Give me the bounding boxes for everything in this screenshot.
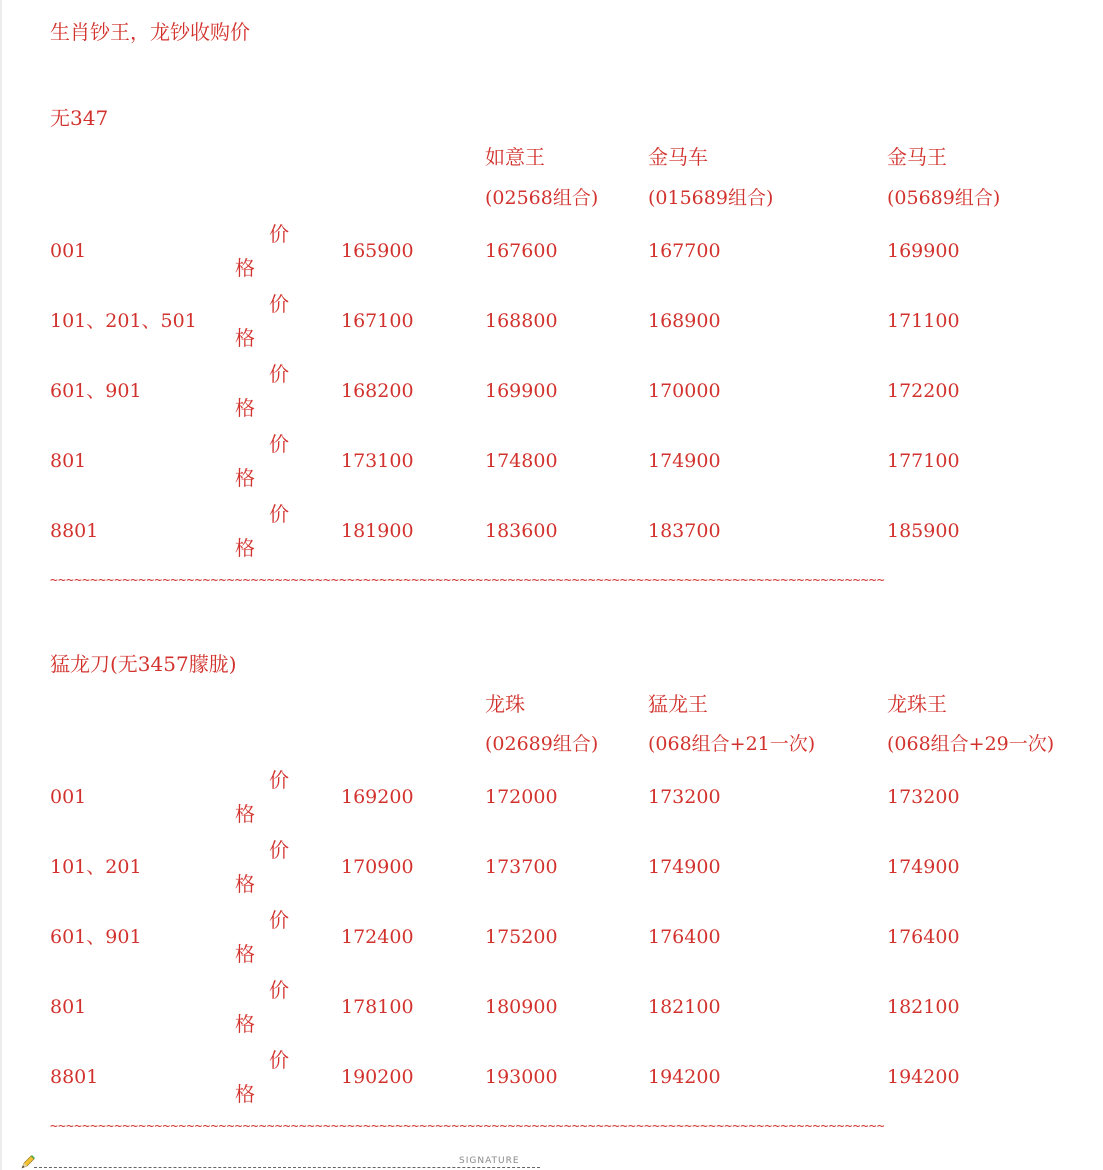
signature-bar [20,1152,540,1170]
column-header-name: 猛龙王 [648,692,708,716]
serial-code: 101、201 [50,856,142,878]
price-col-1: 183600 [485,520,558,542]
base-price: 178100 [341,996,414,1018]
base-price: 190200 [341,1066,414,1088]
price-col-2: 194200 [648,1066,721,1088]
base-price: 170900 [341,856,414,878]
column-header-sub: (068组合+29一次) [887,733,1055,755]
section-title: 无347 [50,106,109,130]
price-col-1: 169900 [485,380,558,402]
serial-code: 801 [50,996,87,1018]
column-header-sub: (068组合+21一次) [648,733,816,755]
price-label-bottom: 格 [235,1082,255,1106]
price-label-bottom: 格 [235,256,255,280]
table-row [0,1046,1103,1116]
price-label-top: 价 [269,362,289,386]
price-label-bottom: 格 [235,466,255,490]
price-col-2: 173200 [648,786,721,808]
table-row [0,430,1103,500]
table-row [0,906,1103,976]
serial-code: 801 [50,450,87,472]
price-col-2: 167700 [648,240,721,262]
price-col-3: 194200 [887,1066,960,1088]
price-col-1: 168800 [485,310,558,332]
serial-code: 001 [50,240,87,262]
price-col-2: 176400 [648,926,721,948]
price-col-2: 174900 [648,856,721,878]
price-label-bottom: 格 [235,1012,255,1036]
price-label-top: 价 [269,978,289,1002]
price-col-3: 182100 [887,996,960,1018]
price-label-top: 价 [269,502,289,526]
table-row [0,360,1103,430]
price-col-3: 173200 [887,786,960,808]
price-col-1: 172000 [485,786,558,808]
price-col-2: 182100 [648,996,721,1018]
price-label-bottom: 格 [235,326,255,350]
price-label-top: 价 [269,838,289,862]
price-label-top: 价 [269,908,289,932]
base-price: 173100 [341,450,414,472]
serial-code: 601、901 [50,380,142,402]
price-label-top: 价 [269,222,289,246]
price-label-bottom: 格 [235,536,255,560]
page-title: 生肖钞王，龙钞收购价 [50,20,250,44]
column-header-sub: (015689组合) [648,187,774,209]
price-col-1: 180900 [485,996,558,1018]
base-price: 172400 [341,926,414,948]
serial-code: 8801 [50,1066,99,1088]
table-row [0,766,1103,836]
price-col-3: 174900 [887,856,960,878]
base-price: 169200 [341,786,414,808]
price-col-1: 173700 [485,856,558,878]
price-col-1: 193000 [485,1066,558,1088]
column-header-sub: (02568组合) [485,187,599,209]
price-col-3: 171100 [887,310,960,332]
price-col-3: 172200 [887,380,960,402]
column-header-name: 龙珠 [485,692,525,716]
tilde-divider: ~~~~~~~~~~~~~~~~~~~~~~~~~~~~~~~~~~~~~~~~~~~~~~~~~~~~~~~~~~~~~~~~~~~~~~~~~~~~~~~~~~~~~~~~~~~~~~~~~~~~~~~~ [50,573,885,588]
price-label-bottom: 格 [235,396,255,420]
price-label-bottom: 格 [235,802,255,826]
serial-code: 601、901 [50,926,142,948]
column-header-name: 如意王 [485,145,545,169]
base-price: 165900 [341,240,414,262]
serial-code: 101、201、501 [50,310,197,332]
column-header-name: 金马车 [648,145,708,169]
price-col-1: 167600 [485,240,558,262]
price-col-3: 176400 [887,926,960,948]
price-col-3: 185900 [887,520,960,542]
column-header-name: 龙珠王 [887,692,947,716]
table-row [0,976,1103,1046]
column-header-name: 金马王 [887,145,947,169]
price-col-3: 177100 [887,450,960,472]
price-label-bottom: 格 [235,942,255,966]
price-col-2: 168900 [648,310,721,332]
price-col-2: 174900 [648,450,721,472]
serial-code: 8801 [50,520,99,542]
price-col-1: 174800 [485,450,558,472]
table-row [0,836,1103,906]
price-col-2: 183700 [648,520,721,542]
price-label-top: 价 [269,768,289,792]
price-label-top: 价 [269,1048,289,1072]
base-price: 167100 [341,310,414,332]
price-label-bottom: 格 [235,872,255,896]
price-label-top: 价 [269,292,289,316]
serial-code: 001 [50,786,87,808]
price-label-top: 价 [269,432,289,456]
tilde-divider: ~~~~~~~~~~~~~~~~~~~~~~~~~~~~~~~~~~~~~~~~~~~~~~~~~~~~~~~~~~~~~~~~~~~~~~~~~~~~~~~~~~~~~~~~~~~~~~~~~~~~~~~~ [50,1119,885,1134]
signature-label: SIGNATURE [459,1156,520,1166]
section-title: 猛龙刀(无3457朦胧) [50,652,237,676]
signature-dash-line [34,1167,540,1168]
table-row [0,220,1103,290]
price-col-3: 169900 [887,240,960,262]
column-header-sub: (05689组合) [887,187,1001,209]
column-header-sub: (02689组合) [485,733,599,755]
table-row [0,290,1103,360]
table-row [0,500,1103,570]
base-price: 168200 [341,380,414,402]
base-price: 181900 [341,520,414,542]
price-col-1: 175200 [485,926,558,948]
price-col-2: 170000 [648,380,721,402]
